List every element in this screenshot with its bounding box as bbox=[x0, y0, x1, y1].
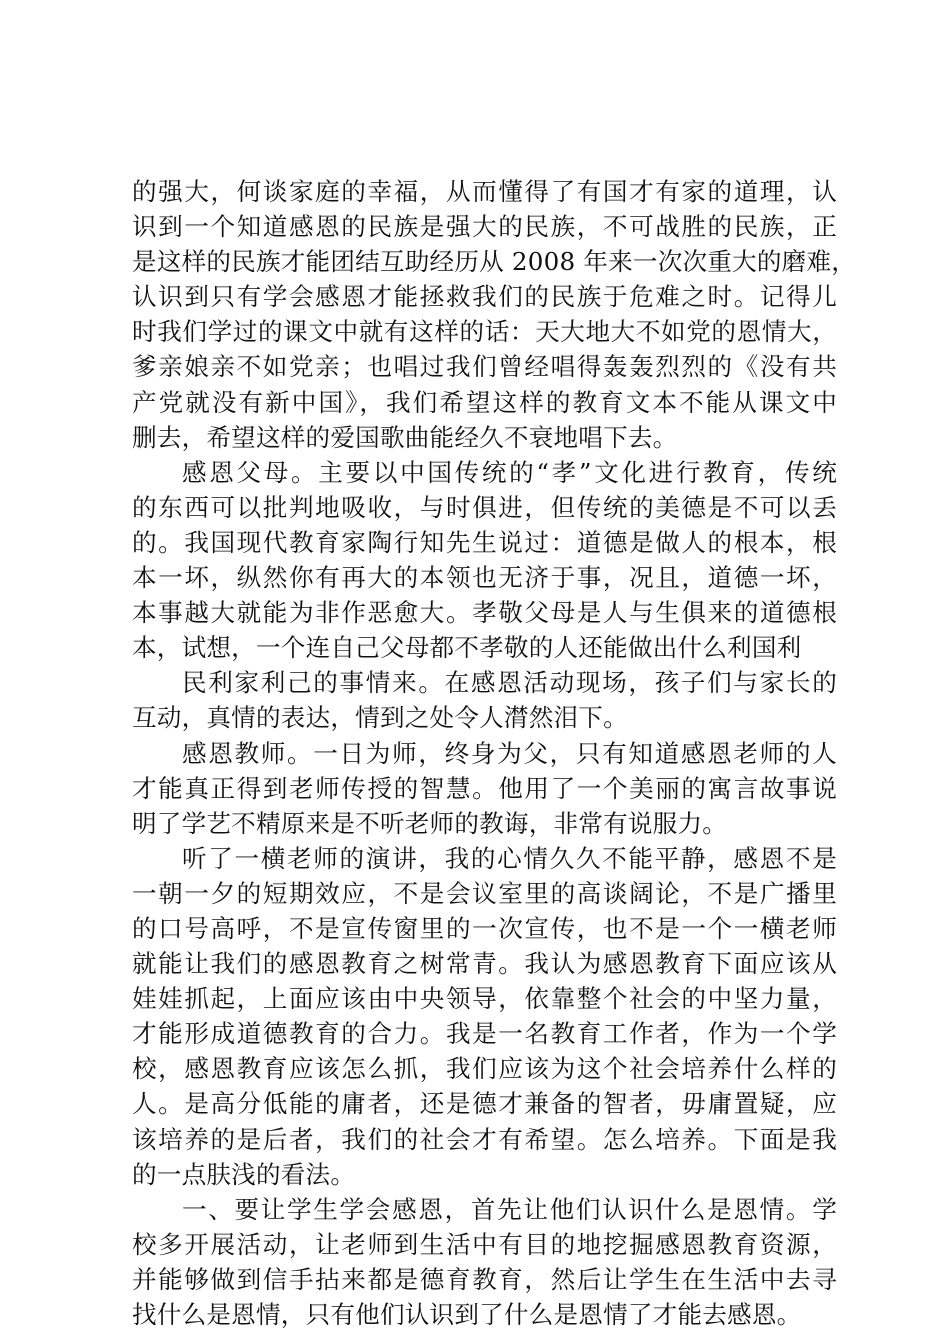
text-line: 并能够做到信手拈来都是德育教育，然后让学生在生活中去寻 bbox=[132, 1264, 837, 1294]
text-line: 人。是高分低能的庸者，还是德才兼备的智者，毋庸置疑，应 bbox=[132, 1089, 837, 1119]
text-line: 是这样的民族才能团结互助经历从 2008 年来一次次重大的磨难， bbox=[132, 247, 857, 277]
text-line: 识到一个知道感恩的民族是强大的民族，不可战胜的民族，正 bbox=[132, 212, 837, 242]
paragraph-first-line: 感恩教师。一日为师，终身为父，只有知道感恩老师的人 bbox=[182, 738, 837, 768]
text-line: 的口号高呼，不是宣传窗里的一次宣传，也不是一个一横老师 bbox=[132, 913, 837, 943]
text-line: 才能形成道德教育的合力。我是一名教育工作者，作为一个学 bbox=[132, 1019, 837, 1049]
text-line: 该培养的是后者，我们的社会才有希望。怎么培养。下面是我 bbox=[132, 1124, 837, 1154]
text-line: 的东西可以批判地吸收，与时俱进，但传统的美德是不可以丢 bbox=[132, 492, 837, 522]
text-line: 本事越大就能为非作恶愈大。孝敬父母是人与生俱来的道德根 bbox=[132, 598, 837, 628]
paragraph-first-line: 一、要让学生学会感恩，首先让他们认识什么是恩情。学 bbox=[182, 1194, 837, 1224]
body-text bbox=[132, 174, 857, 1332]
text-line: 本，试想，一个连自己父母都不孝敬的人还能做出什么利国利 bbox=[132, 633, 802, 663]
text-line: 认识到只有学会感恩才能拯救我们的民族于危难之时。记得儿 bbox=[132, 282, 837, 312]
paragraph-first-line: 感恩父母。主要以中国传统的“孝”文化进行教育，传统 bbox=[182, 457, 837, 487]
text-line: 的强大，何谈家庭的幸福，从而懂得了有国才有家的道理，认 bbox=[132, 177, 837, 206]
text-line: 时我们学过的课文中就有这样的话：天大地大不如党的恩情大， bbox=[132, 317, 837, 347]
text-line: 找什么是恩情，只有他们认识到了什么是恩情了才能去感恩。 bbox=[132, 1300, 802, 1329]
text-line: 互动，真情的表达，情到之处令人潸然泪下。 bbox=[132, 703, 628, 733]
paragraph-first-line: 听了一横老师的演讲，我的心情久久不能平静，感恩不是 bbox=[182, 843, 837, 873]
text-line: 删去，希望这样的爱国歌曲能经久不衰地唱下去。 bbox=[132, 422, 678, 452]
text-line: 本一坏，纵然你有再大的本领也无济于事，况且，道德一坏， bbox=[132, 563, 837, 593]
text-line: 校多开展活动，让老师到生活中有目的地挖掘感恩教育资源， bbox=[132, 1229, 837, 1259]
text-line: 产党就没有新中国》，我们希望这样的教育文本不能从课文中 bbox=[132, 387, 837, 417]
paragraph-first-line: 民利家利己的事情来。在感恩活动现场，孩子们与家长的 bbox=[182, 668, 837, 698]
text-line: 才能真正得到老师传授的智慧。他用了一个美丽的寓言故事说 bbox=[132, 773, 837, 803]
text-line: 爹亲娘亲不如党亲；也唱过我们曾经唱得轰轰烈烈的《没有共 bbox=[132, 352, 837, 382]
text-line: 明了学艺不精原来是不听老师的教诲，非常有说服力。 bbox=[132, 808, 728, 838]
text-line: 娃娃抓起，上面应该由中央领导，依靠整个社会的中坚力量， bbox=[132, 984, 837, 1014]
text-line: 校，感恩教育应该怎么抓，我们应该为这个社会培养什么样的 bbox=[132, 1054, 837, 1084]
text-line: 一朝一夕的短期效应，不是会议室里的高谈阔论，不是广播里 bbox=[132, 878, 837, 908]
text-line: 的。我国现代教育家陶行知先生说过：道德是做人的根本，根 bbox=[132, 527, 837, 557]
text-line: 的一点肤浅的看法。 bbox=[132, 1159, 356, 1189]
text-line: 就能让我们的感恩教育之树常青。我认为感恩教育下面应该从 bbox=[132, 949, 837, 979]
